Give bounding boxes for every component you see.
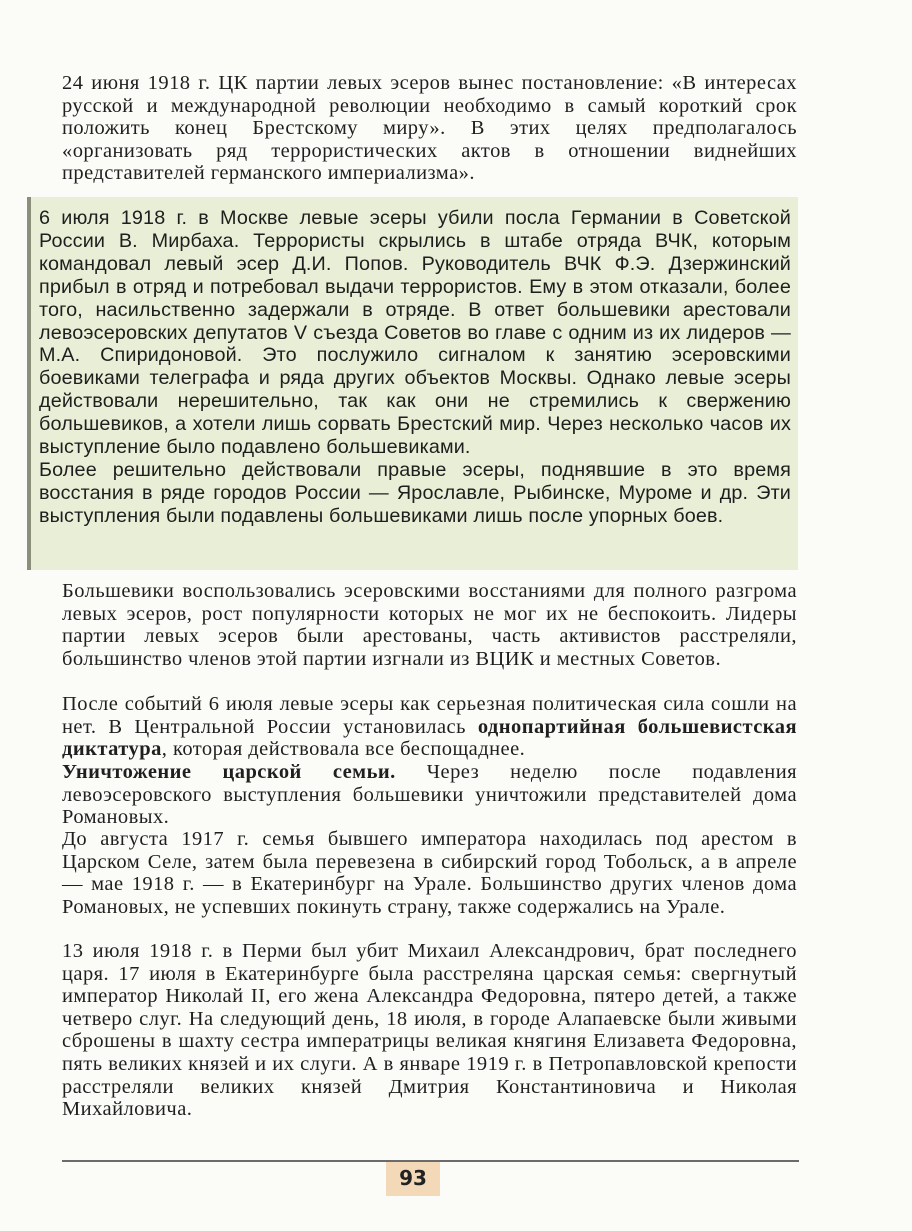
body-paragraph-2-bold: однопартийная большевистская диктатура bbox=[62, 715, 797, 761]
section-heading: Уничтожение царской семьи. bbox=[62, 761, 396, 783]
highlight-box bbox=[27, 197, 798, 570]
intro-paragraph: 24 июня 1918 г. ЦК партии левых эсеров вынес постановление: «В интересах русской и международной революции необходимо в самый короткий срок положить конец Брестскому миру». В этих целях предполагалось «организовать ряд террористических актов в отношении виднейших представителей германского империализма». bbox=[62, 72, 797, 185]
body-paragraph-4: До августа 1917 г. семья бывшего императора находилась под арестом в Царском Селе, затем была перевезена в сибирский город Тобольск, а в апреле — мае 1918 г. — в Екатеринбург на Урале. Большинство других членов дома Романовых, не успевших покинуть страну, также содержались на Урале. bbox=[62, 828, 797, 918]
page-number: 93 bbox=[386, 1162, 440, 1196]
body-paragraph-1: Большевики воспользовались эсеровскими восстаниями для полного разгрома левых эсеров, рост популярности которых не мог их не беспокоить. Лидеры партии левых эсеров были арестованы, часть активистов расстреляли, большинство членов этой партии изгнали из ВЦИК и местных Советов. bbox=[62, 580, 797, 670]
body-paragraph-3 bbox=[62, 761, 797, 829]
highlight-box-text bbox=[39, 207, 791, 528]
body-paragraph-2-start: После событий 6 июля левые эсеры как серьезная политическая сила сошли на нет. В Центральной России установилась bbox=[62, 693, 797, 738]
body-paragraph-3-text: Через неделю после подавления левоэсеровского выступления большевики уничтожили представителей дома Романовых. bbox=[62, 761, 797, 829]
highlight-paragraph-2: Более решительно действовали правые эсеры, поднявшие в это время восстания в ряде городов России — Ярославле, Рыбинске, Муроме и др. Эти выступления были подавлены большевиками лишь после упорных боев. bbox=[39, 458, 791, 527]
body-paragraph-5: 13 июля 1918 г. в Перми был убит Михаил Александрович, брат последнего царя. 17 июля в Екатеринбурге была расстреляна царская семья: свергнутый император Николай II, его жена Александра Федоровна, пятеро детей, а также четверо слуг. На следующий день, 18 июля, в городе Алапаевске были живыми сброшены в шахту сестра императрицы великая княгиня Елизавета Федоровна, пять великих князей и их слуги. А в январе 1919 г. в Петропавловской крепости расстреляли великих князей Дмитрия Константиновича и Николая Михайловича. bbox=[62, 940, 797, 1121]
body-paragraph-2-end: , которая действовала все беспощаднее. bbox=[161, 738, 526, 761]
body-paragraph-2 bbox=[62, 693, 797, 761]
highlight-paragraph-1: 6 июля 1918 г. в Москве левые эсеры убили посла Германии в Советской России В. Мирбаха. Террористы скрылись в штабе отряда ВЧК, которым командовал левый эсер Д.И. Попов. Руководитель ВЧК Ф.Э. Дзержинский прибыл в отряд и потребовал выдачи террористов. Ему в этом отказали, более того, насильственно задержали в отряде. В ответ большевики арестовали левоэсеровских депутатов V съезда Советов во главе с одним из их лидеров — М.А. Спиридоновой. Это послужило сигналом к занятию эсеровскими боевиками телеграфа и ряда других объектов Москвы. Однако левые эсеры действовали нерешительно, так как они не стремились к свержению большевиков, а хотели лишь сорвать Брестский мир. Через несколько часов их выступление было подавлено большевиками. bbox=[39, 207, 791, 459]
